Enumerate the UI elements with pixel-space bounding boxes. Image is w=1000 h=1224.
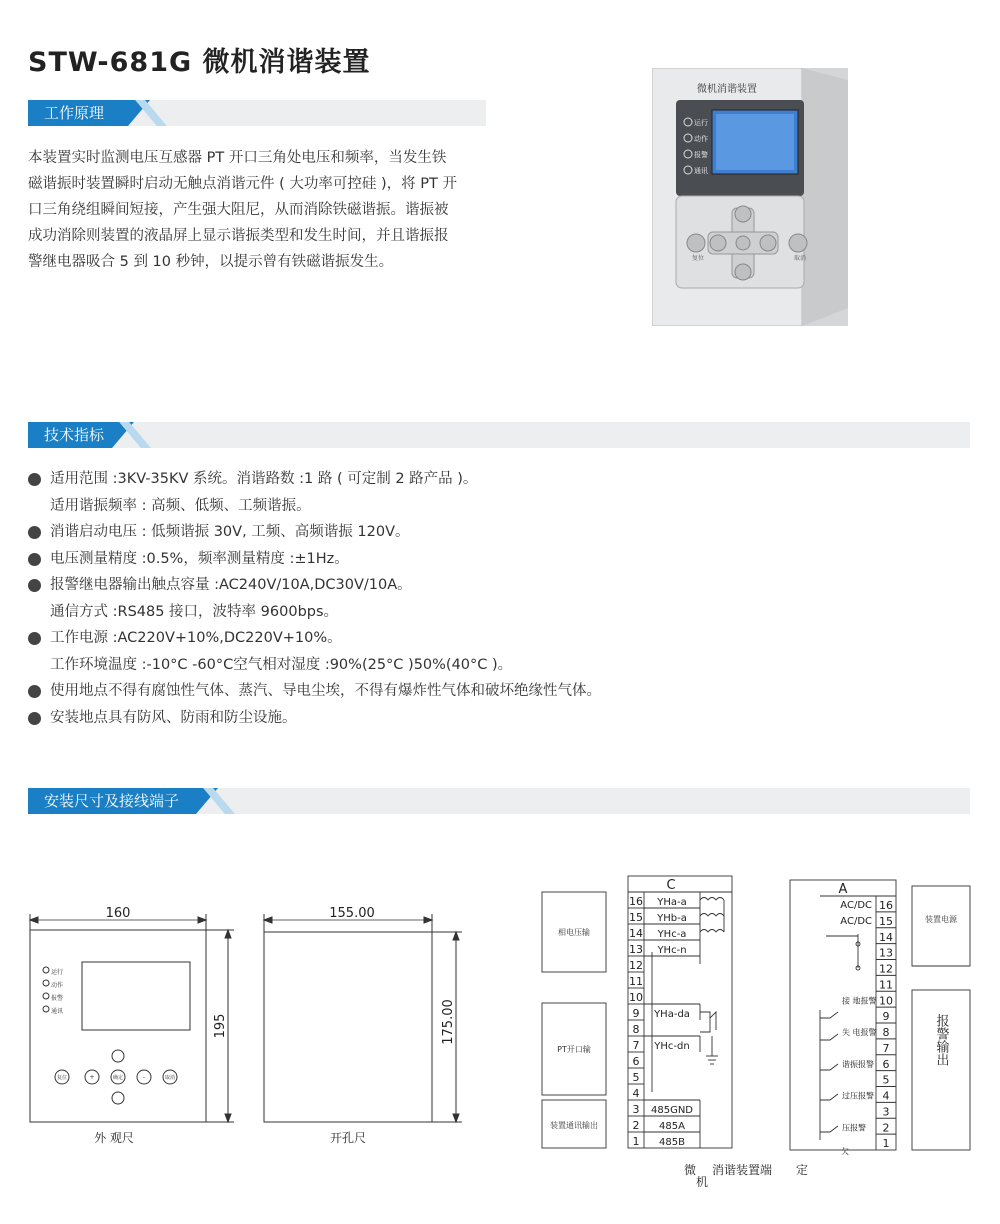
alarm-output-label xyxy=(934,1013,950,1066)
intro-line: 警继电器吸合 5 到 10 秒钟，以提示曾有铁磁谐振发生。 xyxy=(28,254,394,270)
intro-line: 口三角绕组瞬间短接，产生强大阻尼，从而消除铁磁谐振。谐振被 xyxy=(28,202,449,218)
terminal-a-number: 6 xyxy=(882,1057,890,1071)
terminal-c-number: 11 xyxy=(629,975,643,988)
front-view-caption: 外 观尺 xyxy=(94,1131,134,1145)
section-tab-specs xyxy=(28,422,112,448)
terminal-a-number: 2 xyxy=(882,1121,890,1135)
front-led-label: 通讯 xyxy=(51,1008,64,1015)
section-title-specs: 技术指标 xyxy=(44,426,105,444)
front-button-label: 取消 xyxy=(164,1075,176,1081)
page-title: STW-681G 微机消谐装置 xyxy=(28,47,371,78)
terminal-c-number: 2 xyxy=(632,1119,640,1132)
section-tab-install xyxy=(28,788,196,814)
terminal-a-signal: 失 电报警 xyxy=(842,1028,877,1037)
terminal-a-number: 3 xyxy=(882,1105,890,1119)
spec-item: 通信方式 :RS485 接口，波特率 9600bps。 xyxy=(50,603,339,620)
terminal-a-number: 9 xyxy=(882,1010,890,1024)
terminal-a-qian-label: 欠 xyxy=(841,1147,849,1156)
terminal-a-right-label: 报警输出 xyxy=(933,1014,949,1066)
terminal-c-rows xyxy=(666,878,675,893)
front-height-label: 195 xyxy=(213,1013,228,1039)
terminal-caption-part: 定 xyxy=(796,1163,809,1177)
spec-list xyxy=(28,466,928,731)
terminal-c-number: 12 xyxy=(629,959,643,972)
terminal-c-signal: YHc-n xyxy=(657,945,687,956)
front-button-label: - xyxy=(142,1074,146,1081)
terminal-c-number: 3 xyxy=(632,1103,640,1116)
terminal-c-number: 6 xyxy=(632,1055,640,1068)
cutout-width-label: 155.00 xyxy=(329,906,375,921)
terminal-c-number: 8 xyxy=(632,1023,640,1036)
device-btn-exec: 取消 xyxy=(794,255,807,262)
front-view-drawing xyxy=(30,914,234,1122)
spec-item: 电压测量精度 :0.5%，频率测量精度 :±1Hz。 xyxy=(28,546,928,573)
terminal-a-signal: AC/DC xyxy=(840,915,872,927)
terminal-a-right-label: 装置电源 xyxy=(925,915,957,924)
section-bar-principle xyxy=(28,100,486,126)
terminal-caption-part: 微 xyxy=(684,1163,697,1177)
front-led-label: 报警 xyxy=(51,995,64,1002)
device-btn-reset: 复位 xyxy=(692,255,705,262)
terminal-c-signal: YHc-a xyxy=(657,929,687,940)
spec-item: 使用地点不得有腐蚀性气体、蒸汽、导电尘埃，不得有爆炸性气体和破坏绝缘性气体。 xyxy=(28,678,928,705)
terminal-c-number: 1 xyxy=(632,1135,640,1148)
terminal-a-header: A xyxy=(838,882,848,897)
terminal-a-number: 8 xyxy=(882,1026,890,1039)
terminal-a-text xyxy=(840,896,896,1150)
front-button-label: + xyxy=(89,1074,95,1081)
terminal-c-number: 14 xyxy=(629,927,643,940)
terminal-a-signal: 压报警 xyxy=(842,1123,866,1133)
cutout-height-label: 175.00 xyxy=(441,999,456,1045)
spec-item: 安装地点具有防风、防雨和防尘设施。 xyxy=(28,705,928,732)
terminal-c-signal: YHb-a xyxy=(657,913,687,924)
terminal-a-number: 14 xyxy=(879,930,893,944)
intro-line: 成功消除则装置的液晶屏上显示谐振类型和发生时间，并且谐振报 xyxy=(28,228,449,244)
terminal-c-left-label: 装置通讯输出 xyxy=(550,1121,598,1130)
device-led-label: 动作 xyxy=(694,135,708,143)
section-tab-principle xyxy=(28,100,128,126)
terminal-c-number: 15 xyxy=(629,911,643,924)
terminal-c-number: 7 xyxy=(632,1039,640,1052)
terminal-c-number: 10 xyxy=(629,991,643,1004)
terminal-a-number: 4 xyxy=(882,1089,890,1103)
front-led-label: 运行 xyxy=(51,969,64,976)
terminal-c-number: 16 xyxy=(629,895,643,908)
terminal-c-signal: 485A xyxy=(659,1121,685,1132)
section-bar-install xyxy=(28,788,970,814)
section-title-principle: 工作原理 xyxy=(44,104,105,122)
terminal-caption-part: 消谐装置端 xyxy=(712,1163,773,1177)
terminal-c-number: 13 xyxy=(629,943,643,956)
cutout-drawing xyxy=(264,914,462,1122)
terminal-c-left-label: PT开口输 xyxy=(557,1045,591,1054)
terminal-c-signal: YHc-dn xyxy=(654,1041,690,1052)
terminal-a-number: 15 xyxy=(879,914,893,928)
technical-drawings xyxy=(20,860,980,1200)
section-bar-specs xyxy=(28,422,970,448)
terminal-a-number: 10 xyxy=(879,994,893,1008)
terminal-a-number: 11 xyxy=(879,978,893,992)
terminal-c-number: 5 xyxy=(632,1071,640,1084)
terminal-a-number: 5 xyxy=(882,1073,890,1087)
spec-item: 工作电源 :AC220V+10%,DC220V+10%。 xyxy=(28,625,928,652)
section-title-install: 安装尺寸及接线端子 xyxy=(44,792,180,810)
intro-paragraph xyxy=(28,145,488,275)
terminal-a-signal: 过压报警 xyxy=(842,1091,874,1101)
terminal-c-signal: 485B xyxy=(659,1137,685,1148)
device-led-label: 报警 xyxy=(694,151,708,159)
terminal-a-number: 13 xyxy=(879,946,893,960)
terminal-a-number: 12 xyxy=(879,962,893,976)
terminal-c-number: 9 xyxy=(632,1007,640,1020)
front-button-label: 确定 xyxy=(112,1075,124,1081)
terminal-c-left-label: 相电压输 xyxy=(558,928,590,937)
spec-item: 报警继电器输出触点容量 :AC240V/10A,DC30V/10A。 xyxy=(28,572,928,599)
spec-item: 消谐启动电压 : 低频谐振 30V, 工频、高频谐振 120V。 xyxy=(28,519,928,546)
terminal-caption-part: 机 xyxy=(696,1175,709,1189)
front-width-label: 160 xyxy=(105,906,131,921)
terminal-a-number: 1 xyxy=(882,1137,890,1151)
intro-line: 本装置实时监测电压互感器 PT 开口三角处电压和频率，当发生铁 xyxy=(28,150,447,166)
device-panel-title: 微机消谐装置 xyxy=(697,84,757,95)
terminal-c-signal: YHa-da xyxy=(654,1009,690,1020)
terminal-a-number: 16 xyxy=(879,899,893,912)
terminal-a-signal: 接 地报警 xyxy=(842,996,877,1006)
terminal-c-header: C xyxy=(666,878,676,893)
terminal-a-signal: AC/DC xyxy=(840,900,872,911)
terminal-c-signal: 485GND xyxy=(650,1105,694,1116)
device-led-label: 运行 xyxy=(694,119,708,127)
cutout-caption: 开孔尺 xyxy=(329,1131,367,1145)
terminal-a-signal: 谐振报警 xyxy=(842,1059,874,1069)
spec-item: 工作环境温度 :-10°C -60°C空气相对湿度 :90%(25°C )50%(40°C )。 xyxy=(50,656,513,673)
device-photo xyxy=(652,68,848,326)
front-led-label: 动作 xyxy=(51,982,64,989)
terminal-c-text xyxy=(628,892,693,1148)
terminal-a-number: 7 xyxy=(882,1041,890,1055)
terminal-c-number: 4 xyxy=(632,1087,640,1100)
device-led-label: 通讯 xyxy=(694,167,708,175)
spec-item: 适用范围 :3KV-35KV 系统。消谐路数 :1 路 ( 可定制 2 路产品 )。 xyxy=(28,466,928,493)
intro-line: 磁谐振时装置瞬时启动无触点消谐元件 ( 大功率可控硅 )，将 PT 开 xyxy=(28,176,457,192)
front-button-label: 复位 xyxy=(56,1075,68,1081)
spec-item: 适用谐振频率 : 高频、低频、工频谐振。 xyxy=(50,497,311,514)
terminal-c-signal: YHa-a xyxy=(657,897,687,908)
